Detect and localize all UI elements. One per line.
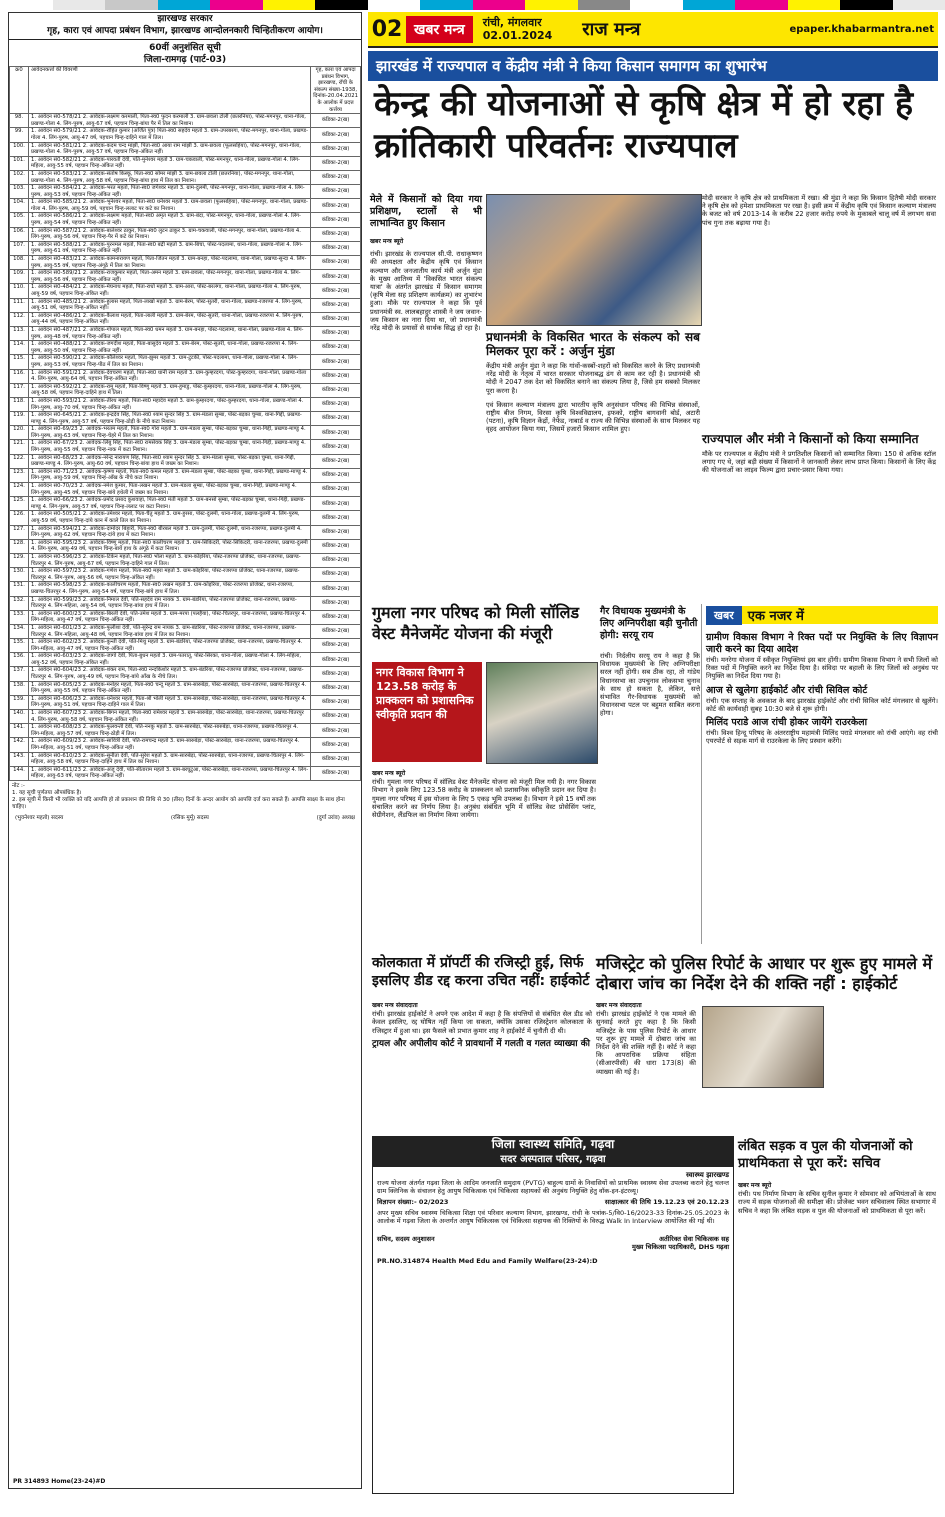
table-row (10, 397, 361, 411)
row-details: 1. आवेदन सं0-71/23 2. आवेदक-कृष्णा महतो, पिता-स्व0 कमल महतो 3. ग्राम-मंडला सुम्बा, पोस्ट-बड़का चुम्बा, थाना-गिद्दी, प्रखण्ड-माण्डु 4. लिंग-पुरुष, आयु-59 वर्ष, पहचान चिन्ह-आँख के नीचे कटा निशान। (29, 468, 311, 482)
lead-body-4: मौके पर राज्यपाल व केंद्रीय मंत्री ने प्रगतिशील किसानों को सम्मानित किया। 150 से अधिक स्टॉल लगाए गए थे, जहां बड़ी संख्या में किसानों ने जानकारी लेकर लाभ प्राप्त किया। किसानों के लिए केंद्र की योजनाओं का लाइव फिल्म द्वारा प्रचार-प्रसार किया गया। (702, 450, 936, 475)
row-category: कंडिका-2(ख) (311, 483, 361, 497)
row-details: 1. आवेदन सं0-594/21 2. आवेदक-दामोदर बिहारी, पिता-स्व0 बीरबल महतो 3. ग्राम-दुलमी, पोस्ट-दुलमी, थाना-रजरप्पा, प्रखण्ड-दुलमी 4. लिंग-पुरुष, आयु-62 वर्ष, पहचान चिन्ह-दांये हाथ में कटा निशान। (29, 525, 311, 539)
table-row (10, 639, 361, 653)
row-details: 1. आवेदन सं0-69/23 2. आवेदक-भरतम महतो, पिता-स्व0 गोरा महतो 3. ग्राम-मंडला सुम्बा, पोस्ट-बड़का चुम्बा, थाना-गिद्दी, प्रखण्ड-माण्डु 4. लिंग-पुरुष, आयु-63 वर्ष, पहचान चिन्ह-चेहरे में तिल का निशान। (29, 426, 311, 440)
row-category: कंडिका-2(ख) (311, 497, 361, 511)
row-category: कंडिका-2(ख) (311, 241, 361, 255)
court2-body: रांची। झारखंड हाईकोर्ट ने एक मामले की सुनवाई करते हुए कहा है कि किसी मजिस्ट्रेट के पास पुलिस रिपोर्ट के आधार पर शुरू हुए मामले में दोबारा जांच का निर्देश देने की शक्ति नहीं है। कोर्ट ने कहा कि आपराधिक प्रक्रिया संहिता (सीआरपीसी) की धारा 173(8) की व्याख्या की गई है। (596, 1010, 696, 1076)
court1-body: रांची। झारखंड हाईकोर्ट ने अपने एक आदेश में कहा है कि संपत्तियों से संबंधित सेल डीड को केवल इसलिए, रद्द घोषित नहीं किया जा सकता, क्योंकि उसका रजिस्ट्रेशन कोलकाता के रजिस्ट्रार में हुआ था। इस फैसले को प्रभात कुमार शाह ने हाईकोर्ट में चुनौती दी थी। (372, 1010, 592, 1035)
notice-district: जिला-रामगढ़ (पार्ट-03) (143, 55, 227, 65)
row-details: 1. आवेदन सं0-599/23 2. आवेदक-निमाल देवी, पति-सहदेव राम नायक 3. ग्राम-बंडरिया, पोस्ट-रजरप्पा प्रोजेक्ट, थाना-रजरप्पा, प्रखण्ड-चितरपुर 4. लिंग-महिला, आयु-54 वर्ष, पहचान चिन्ह-बांया हाथ में तिल। (29, 596, 311, 610)
row-details: 1. आवेदन सं0-483/21 2. आवेदक-कामनारायण महतो, पिता-जितन महतो 3. ग्राम-बनहा, पोस्ट-पदलामा, थाना-गोला, प्रखण्ड-सुन्दा 4. लिंग-पुरुष, आयु-55 वर्ष, पहचान चिन्ह-अंगूठे में तिल का निशान। (29, 256, 311, 270)
table-row (10, 511, 361, 525)
row-details: 1. आवेदन सं0-606/23 2. आवेदक-धनेश्वर महतो, पिता-श्री भोली महतो 3. ग्राम-सारुबेड़ा, पोस्ट-सारुबेड़ा, थाना-रजरप्पा, प्रखण्ड-चितरपुर 4. लिंग-पुरुष, आयु-51 वर्ष, पहचान चिन्ह-दाहिने गाल में तिल। (29, 695, 311, 709)
ad-sign-left: सचिव, सदस्य अनुशासन (377, 1235, 435, 1243)
table-row (10, 142, 361, 156)
lead-sub2-block (702, 432, 936, 475)
table-row (10, 752, 361, 766)
row-category: कंडिका-2(ख) (311, 341, 361, 355)
signatory-1: (भुवनेश्वर महतो) सदस्य (15, 814, 64, 821)
row-serial: 123. (10, 468, 29, 482)
row-serial: 117. (10, 383, 29, 397)
row-details: 1. आवेदन सं0-608/23 2. आवेदक-फुलवन्ती देवी, पति-ननकु महतो 3. ग्राम-सारुबेड़ा, पोस्ट-सारुबेड़ा, थाना-रजरप्पा, प्रखण्ड-चितरपुर 4. लिंग-महिला, आयु-57 वर्ष, पहचान चिन्ह-ठोड़ी में तिल। (29, 724, 311, 738)
row-category: कंडिका-2(ख) (311, 270, 361, 284)
row-category: कंडिका-2(ख) (311, 256, 361, 270)
row-serial: 109. (10, 270, 29, 284)
row-serial: 127. (10, 525, 29, 539)
row-serial: 130. (10, 568, 29, 582)
table-row (10, 270, 361, 284)
row-details: 1. आवेदन सं0-581/21 2. आवेदक-कदम चन्द मांझी, पिता-स्व0 आया राम मांझी 3. ग्राम-छवला (फूलसहिया), पोस्ट-मगनपुर, थाना-गोला, प्रखण्ड-गोला 4. लिंग-पुरुष, आयु-57 वर्ष, पहचान चिन्ह-अंकित नहीं। (29, 142, 311, 156)
row-details: 1. आवेदन सं0-607/23 2. आवेदक-बिगन महतो, पिता-स्व0 रामेश्वर महतो 3. ग्राम-सारुबेड़ा, पोस्ट-सारुबेड़ा, थाना-रजरप्पा, प्रखण्ड-चितरपुर 4. लिंग-पुरुष, आयु-58 वर्ष, पहचान चिन्ह-अंकित नहीं। (29, 710, 311, 724)
row-serial: 108. (10, 256, 29, 270)
row-category: कंडिका-2(ख) (311, 738, 361, 752)
court1-subhead: ट्रायल और अपीलीय कोर्ट ने प्रावधानों में गलती व गलत व्याख्या की (372, 1038, 590, 1049)
notice-list-title: 60वीं अनुशंसित सूची (149, 43, 221, 53)
row-details: 1. आवेदन सं0-505/21 2. आवेदक-उमेश्वर महतो, पिता-चैतु महतो 3. ग्राम-हुरसा, पोस्ट-दुलमी, थाना-गोला, प्रखण्ड-दुलमी 4. लिंग-पुरुष, आयु-59 वर्ष, पहचान चिन्ह-दांये कान में काले तिल का निशान। (29, 511, 311, 525)
row-serial: 115. (10, 355, 29, 369)
table-row (10, 483, 361, 497)
row-category: कंडिका-2(ख) (311, 539, 361, 553)
table-row (10, 738, 361, 752)
table-row (10, 199, 361, 213)
row-serial: 99. (10, 128, 29, 142)
row-details: 1. आवेदन सं0-585/21 2. आवेदक-भुनेश्वर महतो, पिता-स्व0 धनेश्वर महतो 3. ग्राम-छवला (फूलसहिया), पोस्ट-मगनपुर, थाना-गोला, प्रखण्ड-गोला 4. लिंग-पुरुष, आयु-59 वर्ष, पहचान चिन्ह-ललाट पर कटे का निशान। (29, 199, 311, 213)
table-row (10, 596, 361, 610)
row-details: 1. आवेदन सं0-610/23 2. आवेदक-सुनीता देवी, पति-सुरेश महतो 3. ग्राम-सारुबेड़ा, पोस्ट-सारुबेड़ा, थाना-रजरप्पा, प्रखण्ड-चितरपुर 4. लिंग-महिला, आयु-58 वर्ष, पहचान चिन्ह-दाहिने हाथ में तिल का निशान। (29, 752, 311, 766)
notice-department: गृह, कारा एवं आपदा प्रबंधन विभाग, झारखण्ड आन्दोलनकारी चिन्हितीकरण आयोग। (47, 26, 323, 36)
row-details: 1. आवेदन सं0-70/23 2. आवेदक-नमेश कुमार, पिता-लखन महतो 3. ग्राम-मंडला सुम्बा, पोस्ट-बड़का चुम्बा, थाना-गिद्दी, प्रखण्ड-माण्डु 4. लिंग-पुरुष, आयु-45 वर्ष, पहचान चिन्ह-बांये हथेली में जख्म का निशान। (29, 483, 311, 497)
table-row (10, 213, 361, 227)
court1-headline: कोलकाता में प्रॉपर्टी की रजिस्ट्री हुई, सिर्फ इसलिए डीड रद्द करना उचित नहीं: हाईकोर्ट (372, 955, 590, 989)
row-serial: 134. (10, 624, 29, 638)
row-details: 1. आवेदन सं0-487/21 2. आवेदक-गोपाल महतो, पिता-स्व0 धमन महतो 3. ग्राम-बनहा, पोस्ट-पदलामा, थाना-गोला, प्रखण्ड-गोला 4. लिंग-पुरुष, आयु-48 वर्ष, पहचान चिन्ह-अंकित नहीं। (29, 326, 311, 340)
table-row (10, 426, 361, 440)
table-row (10, 624, 361, 638)
row-serial: 132. (10, 596, 29, 610)
table-row (10, 497, 361, 511)
row-category: कंडिका-2(ख) (311, 553, 361, 567)
row-serial: 137. (10, 667, 29, 681)
row-serial: 101. (10, 156, 29, 170)
row-category: कंडिका-2(ख) (311, 582, 361, 596)
waste-byline: खबर मन्त्र ब्यूरो (372, 770, 406, 777)
row-serial: 135. (10, 639, 29, 653)
row-category: कंडिका-2(ख) (311, 610, 361, 624)
table-row (10, 227, 361, 241)
row-details: 1. आवेदन सं0-603/23 2. आवेदक-जागो देवी, पिता-बुधन महतो 3. ग्राम-पतरातू, पोस्ट-सिरका, थाना-गोला, प्रखण्ड-गोला 4. लिंग-महिला, आयु-52 वर्ष, पहचान चिन्ह-अंकित नहीं। (29, 653, 311, 667)
table-row (10, 454, 361, 468)
row-serial: 142. (10, 738, 29, 752)
row-serial: 143. (10, 752, 29, 766)
row-category: कंडिका-2(ख) (311, 525, 361, 539)
row-details: 1. आवेदन सं0-605/23 2. आवेदक-मनोहर महतो, पिता-स्व0 चन्दू महतो 3. ग्राम-सारुबेड़ा, पोस्ट-सारुबेड़ा, थाना-रजरप्पा, प्रखण्ड-चितरपुर 4. लिंग-पुरुष, आयु-55 वर्ष, पहचान चिन्ह-अंकित नहीं। (29, 681, 311, 695)
row-details: 1. आवेदन सं0-645/21 2. आवेदक-इन्द्रदेव सिंह, पिता-स्व0 श्याम सुन्दर सिंह 3. ग्राम-मंडला सुम्बा, पोस्ट-बड़का चुम्बा, थाना-गिद्दी, प्रखण्ड-माण्डु 4. लिंग-पुरुष, आयु-57 वर्ष, पहचान चिन्ह-ठोड़ी के नीचे कटा निशान। (29, 412, 311, 426)
row-category: कंडिका-2(ख) (311, 426, 361, 440)
row-category: कंडिका-2(ख) (311, 667, 361, 681)
speaker-headline: गैर विधायक मुख्यमंत्री के लिए अग्निपरीक्षा बड़ी चुनौती होगी: सरयू राय (600, 606, 698, 641)
row-details: 1. आवेदन सं0-584/21 2. आवेदक-भरत महतो, पिता-स्व0 जगेश्वर महतो 3. ग्राम-दुलमी, पोस्ट-मगनपुर, थाना-गोला, प्रखण्ड-गोला 4. लिंग-पुरुष, आयु-53 वर्ष, पहचान चिन्ह-अंकित नहीं। (29, 185, 311, 199)
row-details: 1. आवेदन सं0-582/21 2. आवेदक-पारवती देवी, पति-मुनेश्वर महतो 3. ग्राम-चकवाली, पोस्ट-मगनपुर, थाना-गोला, प्रखण्ड-गोला 4. लिंग-महिला, आयु-55 वर्ष, पहचान चिन्ह-अंकित नहीं। (29, 156, 311, 170)
newspaper-page (368, 12, 938, 1492)
lead-photo (486, 194, 702, 326)
lead-headline: केन्द्र की योजनाओं से कृषि क्षेत्र में हो रहा है क्रांतिकारी परिवर्तनः राज्यपाल (374, 84, 914, 166)
row-category: कंडिका-2(ख) (311, 312, 361, 326)
signatory-2: (रसिक मुर्मू) सदस्य (170, 814, 209, 821)
ad-number: विज्ञापन संख्या:- 02/2023 (377, 1198, 449, 1206)
table-row (10, 412, 361, 426)
col-header-intro: गृह, कारा एवं आपदा प्रबंधन विभाग, झारखण्ड, राँची के संकल्प संख्या-1938, दिनांक-20.04.2021 के आलोक में प्रदत्त कर्त्तव्य (311, 67, 361, 114)
row-serial: 112. (10, 312, 29, 326)
table-row (10, 298, 361, 312)
table-row (10, 355, 361, 369)
row-details: 1. आवेदन सं0-598/23 2. आवेदक-कालीचरण महतो, पिता-स्व0 लखन महतो 3. ग्राम-कोइरिया, पोस्ट-रजरप्पा प्रोजेक्ट, थाना-रजरप्पा, प्रखण्ड-चितरपुर 4. लिंग-पुरुष, आयु-54 वर्ष, पहचान चिन्ह-बांये हाथ में तिल। (29, 582, 311, 596)
table-row (10, 383, 361, 397)
government-notice (8, 12, 362, 1489)
row-serial: 116. (10, 369, 29, 383)
lead-byline: खबर मन्त्र ब्यूरो (370, 238, 404, 245)
notice-code: PR 314893 Home(23-24)#D (13, 1478, 106, 1485)
table-row (10, 766, 361, 780)
row-category: कंडिका-2(ख) (311, 511, 361, 525)
row-category: कंडिका-2(ख) (311, 227, 361, 241)
notice-table (9, 66, 361, 781)
row-serial: 122. (10, 454, 29, 468)
row-category: कंडिका-2(ख) (311, 468, 361, 482)
row-details: 1. आवेदन सं0-488/21 2. आवेदक-जगदीश महतो, पिता-बासुदेव महतो 3. ग्राम-बेरम, पोस्ट-सुतरी, थाना-गोला, प्रखण्ड-रजरप्पा 4. लिंग-पुरुष, आयु-50 वर्ष, पहचान चिन्ह-अंकित नहीं। (29, 341, 311, 355)
dateline-date: 02.01.2024 (482, 29, 553, 42)
table-row (10, 695, 361, 709)
row-serial: 129. (10, 553, 29, 567)
court2-byline: खबर मन्त्र संवाददाता (596, 1002, 642, 1009)
row-category: कंडिका-2(ख) (311, 213, 361, 227)
table-row (10, 610, 361, 624)
table-row (10, 710, 361, 724)
row-category: कंडिका-2(ख) (311, 440, 361, 454)
row-details: 1. आवेदन सं0-67/23 2. आवेदक-लिंबु सिंह, पिता-स्व0 रामसेवक सिंह 3. ग्राम-मंडला सुम्बा, पोस्ट-बड़का चुम्बा, थाना-गिद्दी, प्रखण्ड-माण्डु 4. लिंग-पुरुष, आयु-55 वर्ष, पहचान चिन्ह-नाक में कटा निशान। (29, 440, 311, 454)
row-category: कंडिका-2(ख) (311, 355, 361, 369)
dateline-city: रांची, मंगलवार (482, 16, 542, 29)
row-category: कंडिका-2(ख) (311, 681, 361, 695)
brief-item-heading: मिलिंद पराडे आज रांची होकर जायेंगे राउरकेला (706, 717, 868, 729)
brief-tag: खबर (706, 606, 742, 625)
row-details: 1. आवेदन सं0-583/21 2. आवेदक-संतोष किस्कू, पिता-स्व0 सोमर मांझी 3. ग्राम-छवला टोली (छतरनिया), पोस्ट-मगनपुर, थाना-गोला, प्रखण्ड-गोला 4. लिंग-पुरुष, आयु-58 वर्ष, पहचान चिन्ह-बांया हाथ में तिल का निशान। (29, 170, 311, 184)
row-details: 1. आवेदन सं0-587/21 2. आवेदक-बालेश्वर ठाकुर, पिता-स्व0 लुटन ठाकुर 3. ग्राम-चकवाली, पोस्ट-मगनपुर, थाना-गोला, प्रखण्ड-गोला 4. लिंग-पुरुष, आयु-56 वर्ष, पहचान चिन्ह-पैर में कटे का निशान। (29, 227, 311, 241)
row-serial: 107. (10, 241, 29, 255)
row-serial: 128. (10, 539, 29, 553)
section-name: राज मन्त्र (582, 19, 641, 40)
waste-body: रांची। गुमला नगर परिषद में सॉलिड वेस्ट मैनेजमेंट योजना को मंजूरी मिल गयी है। नगर विकास विभाग ने इसके लिए 123.58 करोड़ के प्राक्कलन को प्रशासनिक स्वीकृति प्रदान कर दिया है। गुमला नगर परिषद में इस योजना के लिए 5 एकड़ भूमि उपलब्ध है। विभाग ने इसे 15 वर्षों तक संचालित करने का निर्णय लिया है। अनुबंध संबंधित भूमि में सॉलिड वेस्ट प्रोसेसिंग प्लांट, सेग्रीगेशन, लैंडफिल का निर्माण किया जायेगा। (372, 778, 596, 820)
row-category: कंडिका-2(ख) (311, 695, 361, 709)
table-row (10, 582, 361, 596)
table-row (10, 553, 361, 567)
row-details: 1. आवेदन सं0-602/23 2. आवेदक-कुन्ती देवी, पति-मिथु महतो 3. ग्राम-बंडरिया, पोस्ट-रजरप्पा प्रोजेक्ट, थाना-रजरप्पा, प्रखण्ड-चितरपुर 4. लिंग-महिला, आयु-47 वर्ष, पहचान चिन्ह-अंकित नहीं। (29, 639, 311, 653)
page-number: 02 (371, 16, 403, 42)
brief-item-body: रांची। एक सप्ताह के अवकाश के बाद झारखंड हाईकोर्ट और रांची सिविल कोर्ट मंगलवार से खुलेंगे। कोर्ट की कार्यवाही सुबह 10:30 बजे से शुरू होगी। (706, 696, 938, 713)
brief-item-heading: आज से खुलेगा हाईकोर्ट और रांची सिविल कोर्ट (706, 684, 868, 696)
table-row (10, 539, 361, 553)
row-category: कंडिका-2(ख) (311, 454, 361, 468)
row-category: कंडिका-2(ख) (311, 766, 361, 780)
row-category: कंडिका-2(ख) (311, 596, 361, 610)
row-details: 1. आवेदन सं0-596/23 2. आवेदक-टिकेन महतो, पिता-स्व0 भोला महतो 3. ग्राम-कोइरिया, पोस्ट-रजरप्पा प्रोजेक्ट, थाना-रजरप्पा, प्रखण्ड-चितरपुर 4. लिंग-पुरुष, आयु-67 वर्ष, पहचान चिन्ह-दाहिने गाल में तिल। (29, 553, 311, 567)
table-row (10, 667, 361, 681)
lead-body-3: केंद्रीय मंत्री अर्जुन मुंडा ने कहा कि गांवों-कस्बों-शहरों को विकसित करने के लिए प्रधानमंत्री नरेंद्र मोदी के नेतृत्व में भारत सरकार योजनाबद्ध ढंग से काम कर रही है। प्रधानमंत्री श्री मोदी ने 2047 तक देश को विकसित बनाने का संकल्प लिया है, जिसे हम सबको मिलकर पूरा करना है। (486, 362, 700, 395)
row-serial: 131. (10, 582, 29, 596)
row-category: कंडिका-2(ख) (311, 326, 361, 340)
row-serial: 125. (10, 497, 29, 511)
brief-item-body: रांची। मनरेगा योजना में स्वीकृत नियुक्तियां इस बार होंगी। ग्रामीण विकास विभाग ने सभी जिलों को रिक्त पदों में नियुक्ति करने का निर्देश दिया है। संविदा पर बहाली के लिए जिलों को अनुबंध पर नियुक्ति का निर्देश दिया गया है। (706, 656, 938, 681)
row-category: कंडिका-2(ख) (311, 568, 361, 582)
row-serial: 121. (10, 440, 29, 454)
table-row (10, 114, 361, 128)
waste-body-block (372, 770, 596, 819)
row-category: कंडिका-2(ख) (311, 170, 361, 184)
table-row (10, 369, 361, 383)
row-details: 1. आवेदन सं0-604/23 2. आवेदक-शंकर राम, पिता-स्व0 नन्दकिशोर महतो 3. ग्राम-बंडरिया, पोस्ट-रजरप्पा प्रोजेक्ट, थाना-रजरप्पा, प्रखण्ड-चितरपुर 4. लिंग-पुरुष, आयु-49 वर्ष, पहचान चिन्ह-बांये आँख के नीचे तिल। (29, 667, 311, 681)
row-serial: 118. (10, 397, 29, 411)
table-row (10, 256, 361, 270)
row-serial: 124. (10, 483, 29, 497)
waste-photo (486, 662, 598, 764)
ad-date: साक्षात्कार की तिथि 19.12.23 एवं 20.12.23 (604, 1198, 729, 1206)
row-details: 1. आवेदन सं0-579/21 2. आवेदक-रोहित कुमार (अर्जित पुत्र) पिता-स्व0 सहदेव महतो 3. ग्राम-उपरबरगा, पोस्ट-मगनपुर, थाना-गोला, प्रखण्ड-गोला 4. लिंग-पुरुष, आयु-47 वर्ष, पहचान चिन्ह-दाहिने गाल में तिल। (29, 128, 311, 142)
row-details: 1. आवेदन सं0-68/23 2. आवेदक-नरेन्द्र नारायण सिंह, पिता-स्व0 श्याम सुन्दर सिंह 3. ग्राम-मंडला सुम्बा, पोस्ट-बड़का चुम्बा, थाना-गिद्दी, प्रखण्ड-माण्डु 4. लिंग-पुरुष, आयु-60 वर्ष, पहचान चिन्ह-बांया हाथ में जख्म का निशान। (29, 454, 311, 468)
row-category: कंडिका-2(ख) (311, 298, 361, 312)
table-row (10, 468, 361, 482)
col-header-sn: क्र0 (10, 67, 29, 114)
row-details: 1. आवेदन सं0-586/21 2. आवेदक-लक्ष्मण महतो, पिता-स्व0 अमृत महतो 3. ग्राम-बंदा, पोस्ट-मगनपुर, थाना-गोला, प्रखण्ड-गोला 4. लिंग-पुरुष, आयु-54 वर्ष, पहचान चिन्ह-अंकित नहीं। (29, 213, 311, 227)
table-row (10, 185, 361, 199)
court2-photo (702, 1006, 824, 1088)
lead-body-2-block (702, 194, 936, 227)
row-category: कंडिका-2(ख) (311, 752, 361, 766)
ad-details: अपर मुख्य सचिव स्वास्थ्य चिकित्सा शिक्षा एवं परिवार कल्याण विभाग, झारखण्ड, रांची के पत्रांक-5/वि0-16/2023-33 दिनांक-25.05.2023 के आलोक में गढ़वा जिला के अन्तर्गत आयुष चिकित्सक एवं चिकित्सा सहायक की रिक्तियों के विरुद्ध Walk In Interview आयोजित की गई थी। (377, 1209, 729, 1225)
row-category: कंडिका-2(ख) (311, 383, 361, 397)
row-serial: 136. (10, 653, 29, 667)
brief-list (706, 628, 938, 745)
row-details: 1. आवेदन सं0-589/21 2. आवेदक-राजकुमार महतो, पिता-अमन महतो 3. ग्राम-छवला, पोस्ट-मगनपुर, थाना-गोला, प्रखण्ड-गोला 4. लिंग-पुरुष, आयु-56 वर्ष, पहचान चिन्ह-अंकित नहीं। (29, 270, 311, 284)
road-body-block (738, 1182, 936, 1215)
table-row (10, 312, 361, 326)
row-serial: 141. (10, 724, 29, 738)
brief-item-body: रांची। विश्व हिन्दू परिषद के अंतरराष्ट्रीय महामंत्री मिलिंद पराडे मंगलवार को रांची आएंगे। वह रांची एयरपोर्ट से सड़क मार्ग से राउरकेला के लिए प्रस्थान करेंगे। (706, 729, 938, 746)
health-advertisement (372, 1136, 734, 1494)
row-category: कंडिका-2(ख) (311, 710, 361, 724)
row-serial: 100. (10, 142, 29, 156)
court2-body-block (596, 1002, 696, 1076)
row-category: कंडिका-2(ख) (311, 128, 361, 142)
row-category: कंडिका-2(ख) (311, 724, 361, 738)
brief-item-heading: ग्रामीण विकास विभाग ने रिक्त पदों पर नियुक्ति के लिए विज्ञापन जारी करने का दिया आदेश (706, 632, 938, 655)
row-serial: 139. (10, 695, 29, 709)
notice-government-heading: झारखण्ड सरकार (157, 14, 213, 24)
row-category: कंडिका-2(ख) (311, 412, 361, 426)
lead-body-1: रांची। झारखंड के राज्यपाल सी.पी. राधाकृष्णन की अध्यक्षता और केंद्रीय कृषि एवं किसान कल्याण और जनजातीय कार्य मंत्री अर्जुन मुंडा के मुख्य आतिथ्य में 'विकसित भारत संकल्प यात्रा' के अंतर्गत झारखंड में किसान समागम (कृषि मेला सह प्रशिक्षण कार्यक्रम) का शुभारंभ हुआ। मौके पर राज्यपाल ने कहा कि पूर्व प्रधानमंत्री स्व. लालबहादुर शास्त्री ने जय जवान-जय किसान का नारा दिया था, जो प्रधानमंत्री नरेंद्र मोदी के प्रयासों से सार्थक सिद्ध हो रहा है। (370, 250, 482, 333)
row-category: कंडिका-2(ख) (311, 624, 361, 638)
road-body: रांची। पथ निर्माण विभाग के सचिव सुनील कुमार ने सोमवार को अभियंताओं के साथ राज्य में सड़क योजनाओं की समीक्षा की। प्रोजेक्ट भवन सचिवालय स्थित सभागार में सचिव ने कहा कि लंबित सड़क व पुल की योजनाओं को प्राथमिकता से पूरा करें। (738, 1190, 936, 1215)
court1-body-block (372, 1002, 592, 1050)
row-serial: 144. (10, 766, 29, 780)
row-category: कंडिका-2(ख) (311, 653, 361, 667)
row-details: 1. आवेदन सं0-484/21 2. आवेदक-मेघनाथ महतो, पिता-राधो महतो 3. ग्राम-आरा, पोस्ट-बरलंगा, थाना-गोला, प्रखण्ड-गोला 4. लिंग-पुरुष, आयु-59 वर्ष, पहचान चिन्ह-अंकित नहीं। (29, 284, 311, 298)
row-serial: 113. (10, 326, 29, 340)
photo-caption-block (370, 194, 482, 332)
row-details: 1. आवेदन सं0-588/21 2. आवेदक-पुरनमल महतो, पिता-स्व0 बद्री महतो 3. ग्राम-बिचा, पोस्ट-पदलामा, थाना-गोला, प्रखण्ड-गोला 4. लिंग-पुरुष, आयु-61 वर्ष, पहचान चिन्ह-अंकित नहीं। (29, 241, 311, 255)
row-details: 1. आवेदन सं0-593/21 2. आवेदक-तीरथ महतो, पिता-स्व0 महादेव महतो 3. ग्राम-कुम्हरदगा, पोस्ट-कुम्हरदगा, थाना-गोला, प्रखण्ड-गोला 4. लिंग-पुरुष, आयु-70 वर्ष, पहचान चिन्ह-अंकित नहीं। (29, 397, 311, 411)
photo-caption: मेले में किसानों को दिया गया प्रशिक्षण, स्टालों से भी लाभान्वित हुए किसान (370, 194, 482, 229)
ad-sign-title: मुख्य चिकित्सा पदाधिकारी, DHS गढ़वा (631, 1243, 729, 1251)
row-category: कंडिका-2(ख) (311, 114, 361, 128)
lead-kicker: झारखंड में राज्यपाल व केंद्रीय मंत्री ने किया किसान समागम का शुभारंभ (368, 51, 938, 81)
speaker-body: रांची। निर्दलीय सरयू राय ने कहा है कि विधायक मुख्यमंत्री के लिए अग्निपरीक्षा सरल नहीं होगी। सब ठीक रहा, तो गांडेय विधानसभा का उपचुनाव लोकसभा चुनाव के साथ हो सकता है, लेकिन, सत्ते संभावित गैर-विधायक मुख्यमंत्री को विधानसभा पटल पर बहुमत साबित करना होगा। (600, 652, 700, 718)
lead-subhead-1: प्रधानमंत्री के विकसित भारत के संकल्प को सब मिलकर पूरा करें : अर्जुन मुंडा (486, 330, 700, 358)
row-details: 1. आवेदन सं0-66/23 2. आवेदक-प्रमोद प्रसाद कुशवाहा, पिता-स्व0 मंती महतो 3. ग्राम-बनसो सुम्बा, पोस्ट-बड़का चुम्बा, थाना-गिद्दी, प्रखण्ड-माण्डु 4. लिंग-पुरुष, आयु-57 वर्ष, पहचान चिन्ह-ललाट पर कटा निशान। (29, 497, 311, 511)
brief-title: एक नजर में (747, 609, 804, 624)
ad-code: PR.NO.314874 Health Med Edu and Family Welfare(23-24):D (377, 1257, 598, 1265)
table-row (10, 341, 361, 355)
row-details: 1. आवेदन सं0-597/23 2. आवेदक-गणेश महतो, पिता-स्व0 महरा महतो 3. ग्राम-कोइरिया, पोस्ट-रजरप्पा प्रोजेक्ट, थाना-रजरप्पा, प्रखण्ड-चितरपुर 4. लिंग-पुरुष, आयु-56 वर्ष, पहचान चिन्ह-अंकित नहीं। (29, 568, 311, 582)
lead-body-5: एवं किसान कल्याण मंत्रालय द्वारा भारतीय कृषि अनुसंधान परिषद की विभिन्न संस्थाओं, राष्ट्रीय बीज निगम, विरसा कृषि विश्वविद्यालय, इफको, राष्ट्रीय बागवानी बोर्ड, अटारी (पटना), कृषि विज्ञान केंद्रों, नेफेड, नाबार्ड व राज्य की विभिन्न संस्थाओं के साथ मिलकर यह वृहद आयोजन किया गया, जिसमें हजारों किसान शामिल हुए। (486, 400, 700, 434)
row-serial: 138. (10, 681, 29, 695)
court1-byline: खबर मन्त्र संवाददाता (372, 1002, 418, 1009)
table-row (10, 653, 361, 667)
note-1: 1. यह सूची पूर्णतया औपबंधिक है। (12, 789, 82, 796)
color-registration-strip (0, 0, 945, 10)
row-serial: 114. (10, 341, 29, 355)
row-category: कंडिका-2(ख) (311, 397, 361, 411)
row-details: 1. आवेदन सं0-611/23 2. आवेदक-अंजू देवी, पति-सीताराम महतो 3. ग्राम-बरघुटुआ, पोस्ट-सारुबेड़ा, थाना-रजरप्पा, प्रखण्ड-चितरपुर 4. लिंग-महिला, आयु-63 वर्ष, पहचान चिन्ह-अंकित नहीं। (29, 766, 311, 780)
row-serial: 133. (10, 610, 29, 624)
row-details: 1. आवेदन सं0-578/21 2. आवेदक-लक्ष्मण करमाली, पिता-स्व0 फुदन करमाली 3. ग्राम-छवला टोली (छतरनिया), पोस्ट-मगनपुर, थाना-गोला, प्रखण्ड-गोला 4. लिंग-पुरुष, आयु-67 वर्ष, पहचान चिन्ह-बांया पैर में तिल का निशान। (29, 114, 311, 128)
table-row (10, 284, 361, 298)
ad-badge: स्वास्थ्य झारखण्ड (686, 1171, 729, 1179)
notes-title: नोट :- (12, 782, 25, 789)
row-serial: 106. (10, 227, 29, 241)
lead-sub-block (486, 330, 700, 434)
col-header-details: आवेदनकर्त्ता की विवरणी (29, 67, 311, 114)
row-details: 1. आवेदन सं0-595/23 2. आवेदक-विष्णु महतो, पिता-स्व0 कालीचरण महतो 3. ग्राम-सिकिदरी, पोस्ट-सिकिदरी, थाना-रजरप्पा, प्रखण्ड-दुलमी 4. लिंग-पुरुष, आयु-49 वर्ष, पहचान चिन्ह-बायें हाथ के अंगूठे में कटा निशान। (29, 539, 311, 553)
waste-redbox: नगर विकास विभाग ने 123.58 करोड़ के प्राक्कलन को प्रशासनिक स्वीकृति प्रदान की (372, 662, 482, 762)
ad-body: राज्य योजना अंतर्गत गढ़वा जिला के आदिम जनजाति समुदाय (PVTG) बाहुल्य ग्रामों के निवासियों को प्राथमिक स्वास्थ्य सेवा उपलब्ध कराने हेतु चलन्त ग्राम क्लिनिक के संचालन हेतु आयुष चिकित्सक एवं चिकित्सा सहायकों की अनुबंध नियुक्ति हेतु वॉक-इन-इंटरव्यू। (377, 1179, 729, 1195)
signatory-3: (दुर्गा उरांव) अध्यक्ष (316, 814, 355, 821)
row-category: कंडिका-2(ख) (311, 142, 361, 156)
row-details: 1. आवेदन सं0-590/21 2. आवेदक-कौलेश्वर महतो, पिता-झुमर महतो 3. ग्राम-टुटकी, पोस्ट-पदलामा, थाना-गोला, प्रखण्ड-गोला 4. लिंग-पुरुष, आयु-53 वर्ष, पहचान चिन्ह-पीठ में तिल का निशान। (29, 355, 311, 369)
row-serial: 104. (10, 199, 29, 213)
row-serial: 105. (10, 213, 29, 227)
row-category: कंडिका-2(ख) (311, 284, 361, 298)
table-row (10, 681, 361, 695)
masthead (368, 12, 938, 48)
row-details: 1. आवेदन सं0-591/21 2. आवेदक-देवचरण महतो, पिता-स्व0 धानी राम महतो 3. ग्राम-कुम्हरदगा, पोस्ट-कुम्हरदगा, थाना-गोला, प्रखण्ड-गोला 4. लिंग-पुरुष, आयु-64 वर्ष, पहचान चिन्ह-अंकित नहीं। (29, 369, 311, 383)
row-details: 1. आवेदन सं0-600/23 2. आवेदक-बिरली देवी, पति-उमेश महतो 3. ग्राम-मरपा (पलहैया), पोस्ट-चितरपुर, थाना-रजरप्पा, प्रखण्ड-चितरपुर 4. लिंग-महिला, आयु-47 वर्ष, पहचान चिन्ह-अंकित नहीं। (29, 610, 311, 624)
row-details: 1. आवेदन सं0-601/23 2. आवेदक-फुलीशा देवी, पति-सुरेन्द्र राम नायक 3. ग्राम-बंडरिया, पोस्ट-रजरप्पा प्रोजेक्ट, थाना-रजरप्पा, प्रखण्ड-चितरपुर 4. लिंग-महिला, आयु-48 वर्ष, पहचान चिन्ह-बांया हाथ में तिल का निशान। (29, 624, 311, 638)
row-details: 1. आवेदन सं0-609/23 2. आवेदक-सावित्री देवी, पति-रामचन्द्र महतो 3. ग्राम-सारुबेड़ा, पोस्ट-सारुबेड़ा, थाना-रजरप्पा, प्रखण्ड-चितरपुर 4. लिंग-महिला, आयु-51 वर्ष, पहचान चिन्ह-अंकित नहीं। (29, 738, 311, 752)
row-serial: 110. (10, 284, 29, 298)
row-category: कंडिका-2(ख) (311, 156, 361, 170)
table-row (10, 724, 361, 738)
row-details: 1. आवेदन सं0-485/21 2. आवेदक-हुलास महतो, पिता-लाखो महतो 3. ग्राम-बेरम, पोस्ट-सुतरी, थाना-गोला, प्रखण्ड-रजरप्पा 4. लिंग-पुरुष, आयु-51 वर्ष, पहचान चिन्ह-अंकित नहीं। (29, 298, 311, 312)
note-2: 2. इस सूची में किसी भी व्यक्ति को यदि आपत्ति हो तो प्रकाशन की तिथि से 30 (तीस) दिनों के अन्दर आयोग को आपत्ति दर्ज करा सकते हैं। आपत्ति साक्ष्य के साथ होना चाहिए। (12, 796, 345, 810)
row-serial: 111. (10, 298, 29, 312)
table-row (10, 241, 361, 255)
epaper-link[interactable]: epaper.khabarmantra.net (789, 23, 934, 35)
row-category: कंडिका-2(ख) (311, 199, 361, 213)
waste-headline: गुमला नगर परिषद को मिली सॉलिड वेस्ट मैनेजमेंट योजना की मंजूरी (372, 603, 580, 643)
lead-subhead-2: राज्यपाल और मंत्री ने किसानों को किया सम्मानित (702, 432, 919, 446)
ad-title: जिला स्वास्थ्य समिति, गढ़वा (373, 1137, 733, 1152)
road-byline: खबर मन्त्र ब्यूरो (738, 1182, 772, 1189)
row-category: कंडिका-2(ख) (311, 185, 361, 199)
road-headline: लंबित सड़क व पुल की योजनाओं को प्राथमिकता से पूरा करें: सचिव (738, 1139, 913, 1171)
brief-header (706, 606, 938, 624)
row-serial: 119. (10, 412, 29, 426)
table-row (10, 156, 361, 170)
row-category: कंडिका-2(ख) (311, 639, 361, 653)
row-serial: 126. (10, 511, 29, 525)
ad-subtitle: सदर अस्पताल परिसर, गढ़वा (373, 1152, 733, 1167)
row-serial: 98. (10, 114, 29, 128)
table-row (10, 440, 361, 454)
table-row (10, 170, 361, 184)
brand-logo: खबर मन्त्र (406, 16, 473, 43)
row-category: कंडिका-2(ख) (311, 369, 361, 383)
table-row (10, 128, 361, 142)
court2-headline: मजिस्ट्रेट को पुलिस रिपोर्ट के आधार पर शुरू हुए मामले में दोबारा जांच का निर्देश देने की शक्ति नहीं : हाईकोर्ट (596, 954, 933, 993)
row-serial: 120. (10, 426, 29, 440)
lead-body-2: मोदी सरकार ने कृषि क्षेत्र को प्राथमिकता में रखा। श्री मुंडा ने कहा कि किसान हितैषी मोदी सरकार ने कृषि क्षेत्र को हमेशा प्राथमिकता पर रखा है। इसी क्रम में केंद्रीय कृषि एवं किसान कल्याण मंत्रालय के बजट को वर्ष 2013-14 के करीब 22 हजार करोड़ रुपये के मुकाबले चालू वर्ष में लगभग सवा पांच गुना तक बढ़ाया गया है। (702, 194, 936, 227)
table-row (10, 568, 361, 582)
row-details: 1. आवेदन सं0-486/21 2. आवेदक-कैलाश महतो, पिता-लाली महतो 3. ग्राम-बेरम, पोस्ट-सुतरी, थाना-गोला, प्रखण्ड-रजरप्पा 4. लिंग-पुरुष, आयु-44 वर्ष, पहचान चिन्ह-अंकित नहीं। (29, 312, 311, 326)
row-details: 1. आवेदन सं0-592/21 2. आवेदक-रामु महतो, पिता-विष्णु महतो 3. ग्राम-हुमाडु, पोस्ट-कुम्हरदगा, थाना-गोला, प्रखण्ड-गोला 4. लिंग-पुरुष, आयु-58 वर्ष, पहचान चिन्ह-दाहिने हाथ में तिल। (29, 383, 311, 397)
row-serial: 102. (10, 170, 29, 184)
row-serial: 103. (10, 185, 29, 199)
ad-sign-name: अतीरिक्त सेवा चिकित्सक सह (659, 1235, 729, 1243)
row-serial: 140. (10, 710, 29, 724)
table-row (10, 326, 361, 340)
table-row (10, 525, 361, 539)
